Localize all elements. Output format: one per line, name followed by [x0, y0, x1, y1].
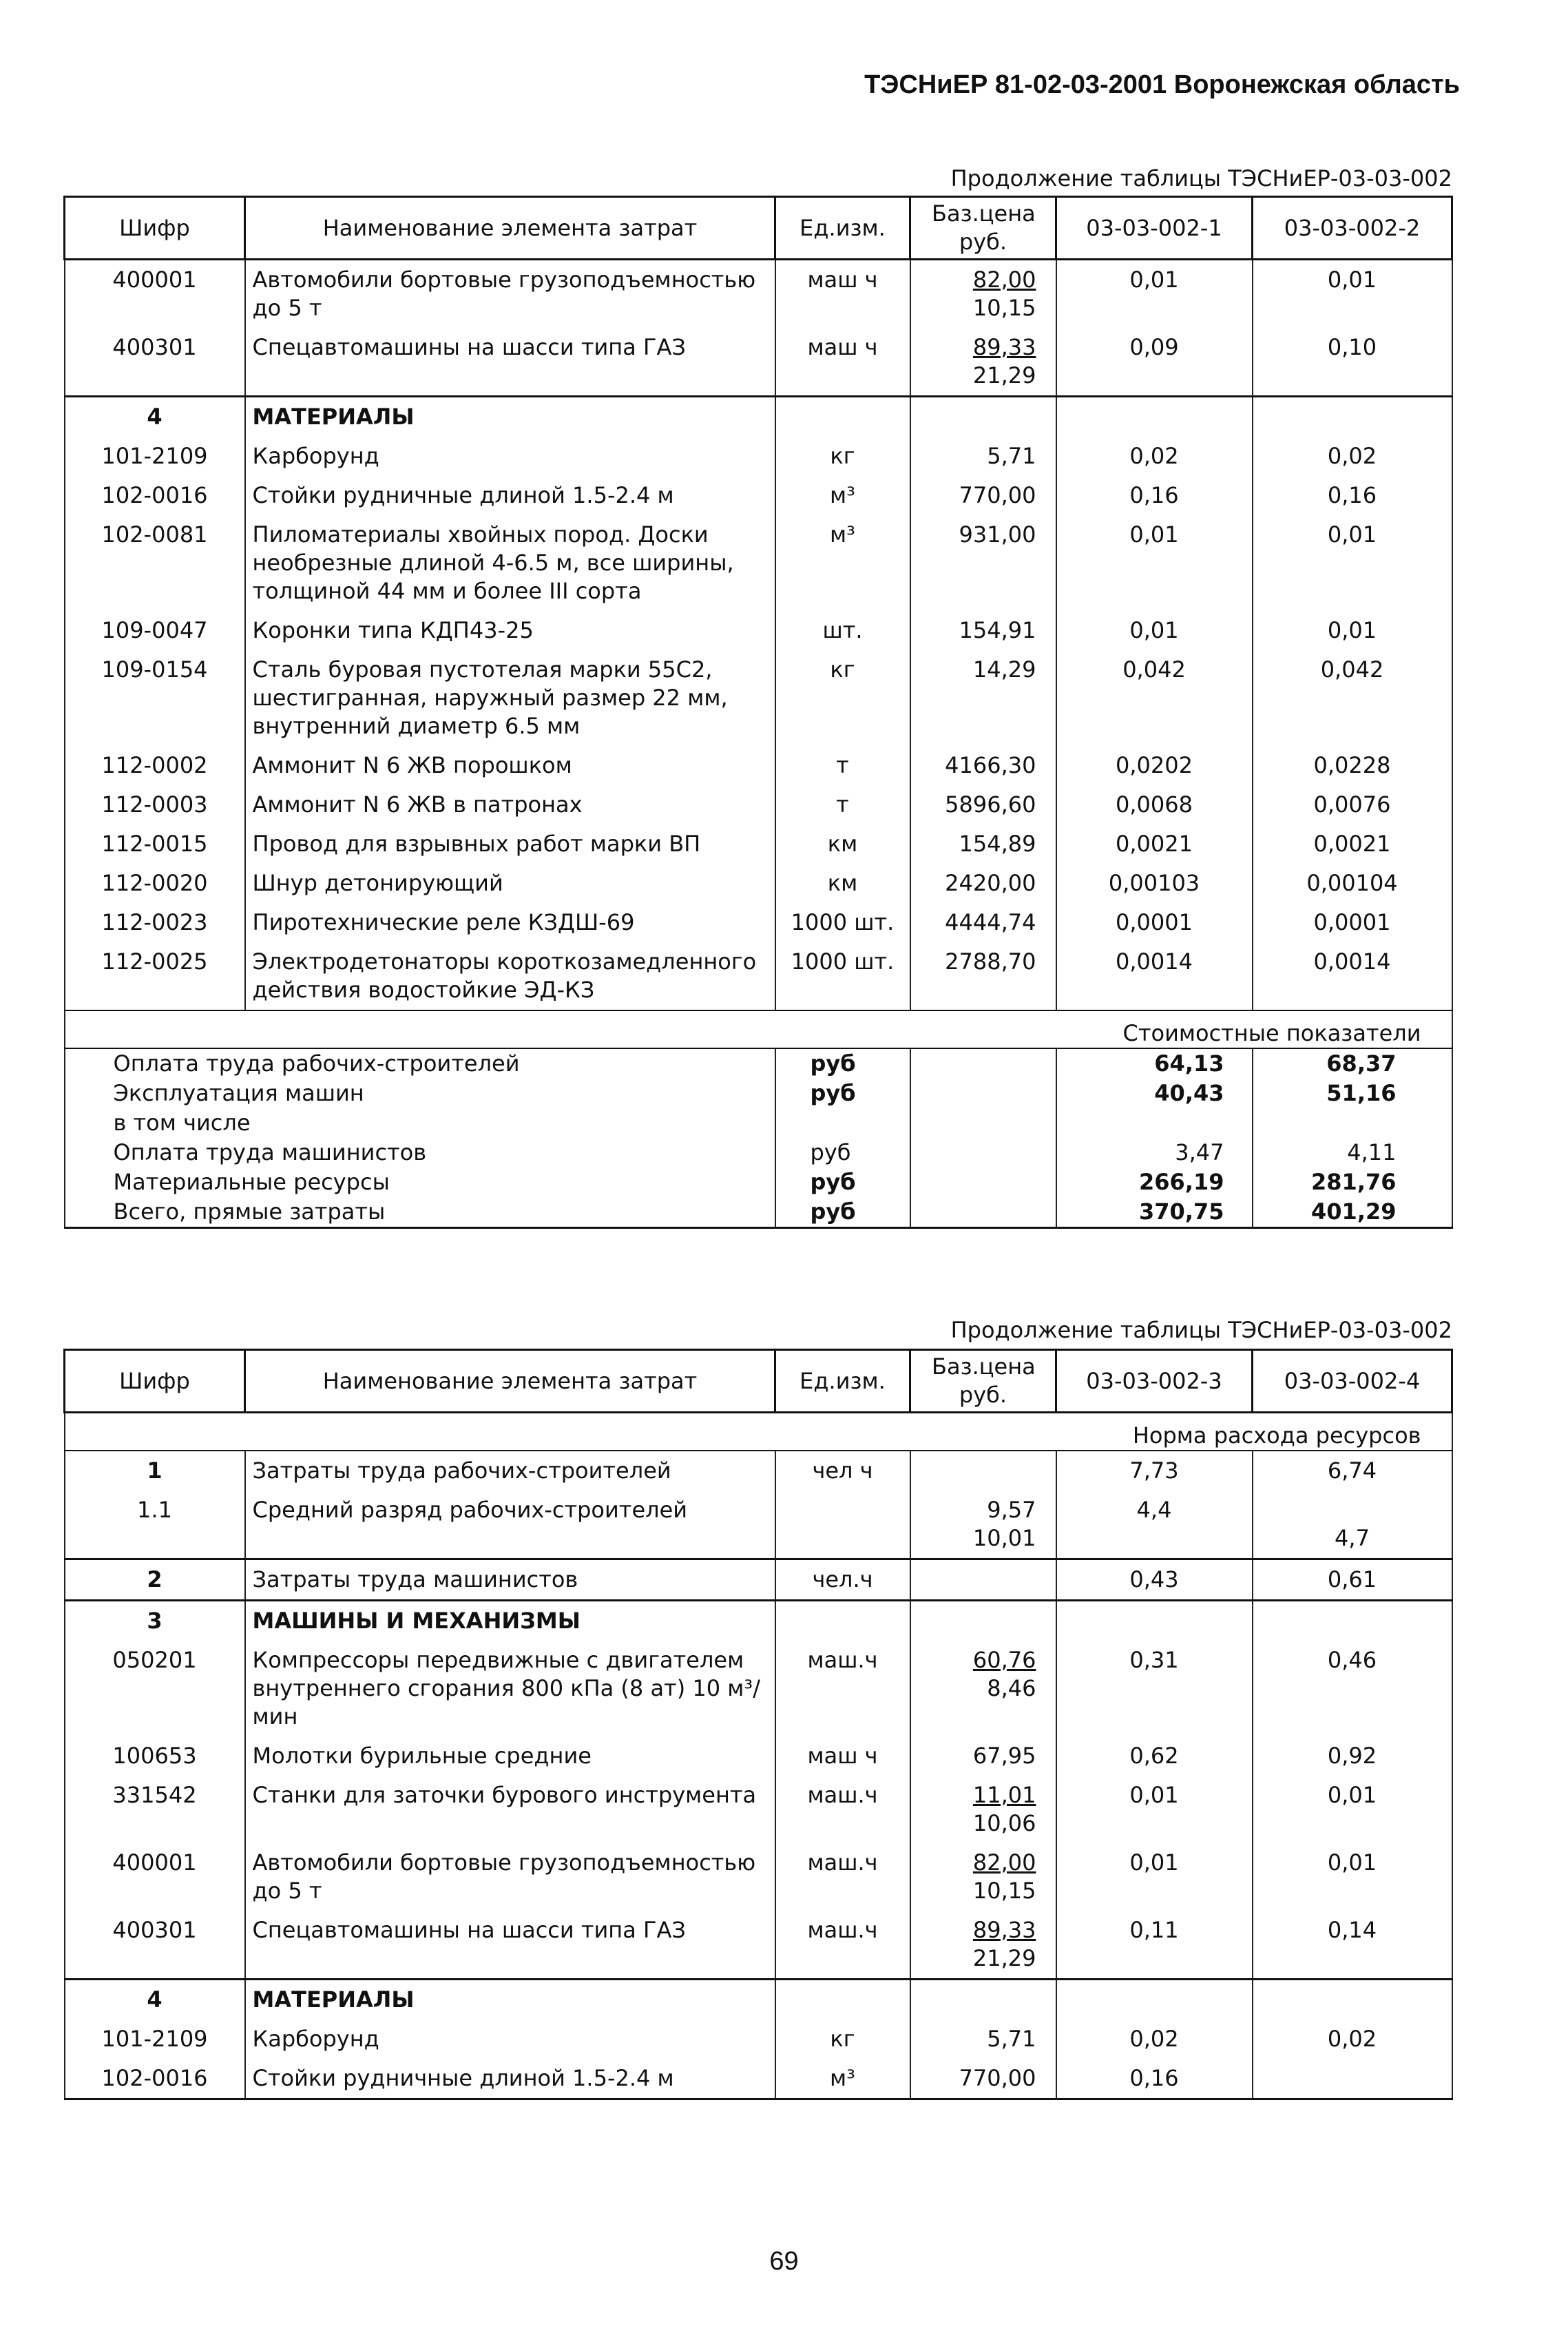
- price-secondary: 21,29: [972, 362, 1036, 388]
- row-name: Карборунд: [245, 2020, 775, 2059]
- summary-spacer: [910, 1197, 1056, 1228]
- row-unit: чел.ч: [775, 1559, 910, 1601]
- row-name: Молотки бурильные средние: [245, 1736, 775, 1776]
- row-code: 112-0025: [65, 942, 245, 1010]
- row-value-1: 0,11: [1056, 1911, 1253, 1980]
- summary-unit: руб: [775, 1197, 910, 1228]
- table-header-row: [65, 1350, 1452, 1413]
- row-price: 2420,00: [910, 864, 1056, 903]
- row-name: Аммонит N 6 ЖВ порошком: [245, 746, 775, 785]
- row-name: Стойки рудничные длиной 1.5-2.4 м: [245, 476, 775, 515]
- col-code-header: Шифр: [65, 197, 245, 260]
- row-value-2: 0,0001: [1253, 903, 1452, 942]
- table-row: [65, 942, 1452, 1010]
- row-code: 100653: [65, 1736, 245, 1776]
- row-price: 154,89: [910, 824, 1056, 864]
- row-name: Средний разряд рабочих-строителей: [245, 1491, 775, 1559]
- price-primary: 11,01: [972, 1782, 1036, 1808]
- norm-title-row: [65, 1413, 1452, 1451]
- row-code: 102-0016: [65, 2059, 245, 2099]
- row-value-1: 0,43: [1056, 1559, 1253, 1601]
- row-code: 112-0020: [65, 864, 245, 903]
- price-primary: 60,76: [972, 1647, 1036, 1673]
- row-unit: маш ч: [775, 260, 910, 329]
- row-price: [910, 1736, 1056, 1776]
- row-code: 1.1: [65, 1491, 245, 1559]
- row-price-1: 9,57: [987, 1497, 1036, 1523]
- row-name: Коронки типа КДП43-25: [245, 611, 775, 650]
- summary-value-2: 51,16: [1253, 1079, 1452, 1108]
- table-row: [65, 2059, 1452, 2099]
- row-value-1: 0,16: [1056, 476, 1253, 515]
- price-primary: 89,33: [972, 334, 1036, 360]
- row-value-1: 0,01: [1056, 611, 1253, 650]
- row-unit: кг: [775, 2020, 910, 2059]
- row-code: 101-2109: [65, 2020, 245, 2059]
- row-value-2: 0,14: [1253, 1911, 1452, 1980]
- row-name: Затраты труда рабочих-строителей: [245, 1451, 775, 1491]
- summary-label: Оплата труда машинистов: [65, 1138, 775, 1167]
- summary-value-2: 68,37: [1253, 1048, 1452, 1079]
- row-price: [910, 1776, 1056, 1843]
- row-price: 931,00: [910, 515, 1056, 611]
- row-value-2: 6,74: [1253, 1451, 1452, 1491]
- row-code: 2: [65, 1559, 245, 1601]
- price-secondary: 10,06: [972, 1810, 1036, 1836]
- row-value-1: 0,0014: [1056, 942, 1253, 1010]
- row-code: 1: [65, 1451, 245, 1491]
- col-price-header: Баз.цена руб.: [910, 1350, 1056, 1413]
- summary-value-2: [1253, 1108, 1452, 1138]
- row-value-1: 0,09: [1056, 328, 1253, 397]
- table-row: [65, 785, 1452, 824]
- table-row: [65, 260, 1452, 329]
- table-row: [65, 824, 1452, 864]
- section-code: 4: [65, 1980, 245, 2020]
- table-row: [65, 2020, 1452, 2059]
- row-name: Спецавтомашины на шасси типа ГАЗ: [245, 1911, 775, 1980]
- summary-value-2: 281,76: [1253, 1167, 1452, 1197]
- section-code: 3: [65, 1601, 245, 1641]
- row-name: Стойки рудничные длиной 1.5-2.4 м: [245, 2059, 775, 2099]
- cost-title: Стоимостные показатели: [65, 1010, 1452, 1048]
- row-value-1: 0,00103: [1056, 864, 1253, 903]
- summary-unit: руб: [775, 1167, 910, 1197]
- row-value-2: 0,02: [1253, 437, 1452, 476]
- row-unit: шт.: [775, 611, 910, 650]
- row-value-2: 0,02: [1253, 2020, 1452, 2059]
- summary-row: [65, 1108, 1452, 1138]
- row-unit: кг: [775, 437, 910, 476]
- row-name: Спецавтомашины на шасси типа ГАЗ: [245, 328, 775, 397]
- row-price-2: 10,01: [972, 1525, 1036, 1551]
- row-code: 101-2109: [65, 437, 245, 476]
- row-code: 102-0016: [65, 476, 245, 515]
- summary-value-2: 401,29: [1253, 1197, 1452, 1228]
- row-unit: чел ч: [775, 1451, 910, 1491]
- row-code: 331542: [65, 1776, 245, 1843]
- row-unit: маш ч: [775, 1736, 910, 1776]
- row-price: 770,00: [910, 2059, 1056, 2099]
- row-name: Затраты труда машинистов: [245, 1559, 775, 1601]
- table-row: [65, 903, 1452, 942]
- row-name: Шнур детонирующий: [245, 864, 775, 903]
- col-v2-header: 03-03-002-4: [1253, 1350, 1452, 1413]
- row-unit: т: [775, 746, 910, 785]
- summary-spacer: [910, 1048, 1056, 1079]
- row-price: [910, 260, 1056, 329]
- row-name: Автомобили бортовые грузоподъемностью до 5 т: [245, 1843, 775, 1911]
- row-price: 4444,74: [910, 903, 1056, 942]
- row-value-1: 0,16: [1056, 2059, 1253, 2099]
- table-row: [65, 1843, 1452, 1911]
- row-value-1: 0,02: [1056, 2020, 1253, 2059]
- row-value-2: 0,00104: [1253, 864, 1452, 903]
- table-row: [65, 437, 1452, 476]
- row-unit: км: [775, 864, 910, 903]
- table-row: [65, 515, 1452, 611]
- summary-unit: руб: [775, 1138, 910, 1167]
- section-code: 4: [65, 397, 245, 437]
- row-value-2: 0,0228: [1253, 746, 1452, 785]
- table2-caption: Продолжение таблицы ТЭСНиЕР-03-03-002: [950, 1317, 1452, 1343]
- price-primary: 82,00: [972, 1849, 1036, 1876]
- summary-label: Всего, прямые затраты: [65, 1197, 775, 1228]
- summary-value-1: 40,43: [1056, 1079, 1253, 1108]
- row-price: [910, 1911, 1056, 1980]
- row-code: 400001: [65, 260, 245, 329]
- row-value-2: 0,61: [1253, 1559, 1452, 1601]
- row-code: 112-0023: [65, 903, 245, 942]
- col-v1-header: 03-03-002-3: [1056, 1350, 1253, 1413]
- row-price: 14,29: [910, 650, 1056, 746]
- row-value-2: 0,0021: [1253, 824, 1452, 864]
- table-row: [65, 328, 1452, 397]
- summary-unit: [775, 1108, 910, 1138]
- price-primary: 89,33: [972, 1917, 1036, 1943]
- section-row: [65, 1601, 1452, 1641]
- section-row: [65, 397, 1452, 437]
- row-unit: маш ч: [775, 328, 910, 397]
- row-value-2: 0,01: [1253, 260, 1452, 329]
- table-row: [65, 864, 1452, 903]
- summary-label: в том числе: [65, 1108, 775, 1138]
- row-value-2: 0,01: [1253, 1843, 1452, 1911]
- row-price: 4166,30: [910, 746, 1056, 785]
- summary-label: Эксплуатация машин: [65, 1079, 775, 1108]
- row-value-2: 0,0076: [1253, 785, 1452, 824]
- col-name-header: Наименование элемента затрат: [245, 1350, 775, 1413]
- price-secondary: 10,15: [972, 1878, 1036, 1904]
- row-value-2: 0,01: [1253, 611, 1452, 650]
- row-price: 5,71: [910, 2020, 1056, 2059]
- summary-spacer: [910, 1138, 1056, 1167]
- row-unit: маш.ч: [775, 1776, 910, 1843]
- row-price: 2788,70: [910, 942, 1056, 1010]
- summary-label: Материальные ресурсы: [65, 1167, 775, 1197]
- row-unit: м³: [775, 2059, 910, 2099]
- row-code: 112-0003: [65, 785, 245, 824]
- row-code: 102-0081: [65, 515, 245, 611]
- row-value-2: 0,0014: [1253, 942, 1452, 1010]
- table-row: [65, 650, 1452, 746]
- row-code: 112-0015: [65, 824, 245, 864]
- row-value-2: 4,7: [1335, 1525, 1370, 1551]
- row-value-2: 0,16: [1253, 476, 1452, 515]
- row-name: Пиротехнические реле КЗДШ-69: [245, 903, 775, 942]
- summary-value-1: 3,47: [1056, 1138, 1253, 1167]
- row-value-1: 0,31: [1056, 1641, 1253, 1736]
- table-row: [65, 1776, 1452, 1843]
- row-value-1: 4,4: [1136, 1497, 1172, 1523]
- row-value-1: 0,0021: [1056, 824, 1253, 864]
- table-row: [65, 1641, 1452, 1736]
- row-value-2: 0,46: [1253, 1641, 1452, 1736]
- row-name: Пиломатериалы хвойных пород. Доски необрезные длиной 4-6.5 м, все ширины, толщиной 44 мм и более III сорта: [245, 515, 775, 611]
- summary-value-1: 266,19: [1056, 1167, 1253, 1197]
- summary-row: [65, 1079, 1452, 1108]
- table-row: [65, 1736, 1452, 1776]
- row-value-1: 0,0202: [1056, 746, 1253, 785]
- price-secondary: 8,46: [987, 1675, 1036, 1701]
- row-value-1: 0,01: [1056, 1843, 1253, 1911]
- summary-row: [65, 1138, 1452, 1167]
- summary-spacer: [910, 1167, 1056, 1197]
- summary-row: [65, 1197, 1452, 1228]
- row-value-1: 0,01: [1056, 1776, 1253, 1843]
- row-value-2: 0,042: [1253, 650, 1452, 746]
- row-unit: маш.ч: [775, 1843, 910, 1911]
- row-value-1: 0,01: [1056, 260, 1253, 329]
- row-price: [910, 1641, 1056, 1736]
- summary-spacer: [910, 1108, 1056, 1138]
- row-value-2: 0,92: [1253, 1736, 1452, 1776]
- row-price: 5896,60: [910, 785, 1056, 824]
- row-name: Электродетонаторы короткозамедленного действия водостойкие ЭД-КЗ: [245, 942, 775, 1010]
- row-price: 770,00: [910, 476, 1056, 515]
- page-number: 69: [769, 2247, 799, 2276]
- price-secondary: 10,15: [972, 295, 1036, 321]
- row-unit: т: [775, 785, 910, 824]
- summary-value-2: 4,11: [1253, 1138, 1452, 1167]
- row-unit: 1000 шт.: [775, 903, 910, 942]
- summary-label: Оплата труда рабочих-строителей: [65, 1048, 775, 1079]
- table-row: [65, 476, 1452, 515]
- price-primary: 82,00: [972, 267, 1036, 293]
- col-v1-header: 03-03-002-1: [1056, 197, 1253, 260]
- resource-table-2: [63, 1349, 1453, 2100]
- row-price: [910, 328, 1056, 397]
- norm-title: Норма расхода ресурсов: [65, 1413, 1452, 1451]
- row-name: Автомобили бортовые грузоподъемностью до 5 т: [245, 260, 775, 329]
- table-row: [65, 611, 1452, 650]
- row-name: Компрессоры передвижные с двигателем внутреннего сгорания 800 кПа (8 ат) 10 м³/мин: [245, 1641, 775, 1736]
- row-unit: м³: [775, 515, 910, 611]
- row-name: Станки для заточки бурового инструмента: [245, 1776, 775, 1843]
- row-unit: 1000 шт.: [775, 942, 910, 1010]
- row-name: Сталь буровая пустотелая марки 55С2, шестигранная, наружный размер 22 мм, внутренний диаметр 6.5 мм: [245, 650, 775, 746]
- summary-spacer: [910, 1079, 1056, 1108]
- row-value-1: 7,73: [1056, 1451, 1253, 1491]
- col-unit-header: Ед.изм.: [775, 197, 910, 260]
- row-value-1: 0,62: [1056, 1736, 1253, 1776]
- price-primary: 67,95: [972, 1743, 1036, 1769]
- row-name: Аммонит N 6 ЖВ в патронах: [245, 785, 775, 824]
- row-price: 5,71: [910, 437, 1056, 476]
- row-value-2: 0,10: [1253, 328, 1452, 397]
- table-row: [65, 1911, 1452, 1980]
- row-code: 050201: [65, 1641, 245, 1736]
- page-title: ТЭСНиЕР 81-02-03-2001 Воронежская область: [864, 70, 1460, 99]
- row-price: [910, 1843, 1056, 1911]
- summary-value-1: 370,75: [1056, 1197, 1253, 1228]
- table1-caption: Продолжение таблицы ТЭСНиЕР-03-03-002: [950, 165, 1452, 191]
- row-code: 400001: [65, 1843, 245, 1911]
- summary-value-1: 64,13: [1056, 1048, 1253, 1079]
- row-value-1: 0,0001: [1056, 903, 1253, 942]
- section-name: МАШИНЫ И МЕХАНИЗМЫ: [245, 1601, 775, 1641]
- row-unit: м³: [775, 476, 910, 515]
- section-name: МАТЕРИАЛЫ: [245, 397, 775, 437]
- row-code: 400301: [65, 1911, 245, 1980]
- row-value-1: 0,042: [1056, 650, 1253, 746]
- row-unit: кг: [775, 650, 910, 746]
- summary-row: [65, 1048, 1452, 1079]
- cost-title-row: [65, 1010, 1452, 1048]
- row-code: 109-0047: [65, 611, 245, 650]
- row-code: 400301: [65, 328, 245, 397]
- table-row: [65, 1559, 1452, 1601]
- price-secondary: 21,29: [972, 1945, 1036, 1971]
- summary-unit: руб: [775, 1079, 910, 1108]
- col-name-header: Наименование элемента затрат: [245, 197, 775, 260]
- row-value-1: 0,02: [1056, 437, 1253, 476]
- section-name: МАТЕРИАЛЫ: [245, 1980, 775, 2020]
- table-header-row: [65, 197, 1452, 260]
- row-value-2: [1253, 2059, 1452, 2099]
- summary-value-1: [1056, 1108, 1253, 1138]
- summary-row: [65, 1167, 1452, 1197]
- row-value-1: 0,01: [1056, 515, 1253, 611]
- row-unit: маш.ч: [775, 1641, 910, 1736]
- summary-unit: руб: [775, 1048, 910, 1079]
- resource-table-1: [63, 196, 1453, 1229]
- section-row: [65, 1980, 1452, 2020]
- table-row: [65, 746, 1452, 785]
- col-unit-header: Ед.изм.: [775, 1350, 910, 1413]
- row-name: Провод для взрывных работ марки ВП: [245, 824, 775, 864]
- col-v2-header: 03-03-002-2: [1253, 197, 1452, 260]
- col-price-header: Баз.цена руб.: [910, 197, 1056, 260]
- table-row: [65, 1451, 1452, 1491]
- row-value-2: 0,01: [1253, 1776, 1452, 1843]
- row-unit: км: [775, 824, 910, 864]
- row-value-2: 0,01: [1253, 515, 1452, 611]
- row-price: 154,91: [910, 611, 1056, 650]
- row-code: 112-0002: [65, 746, 245, 785]
- row-unit: маш.ч: [775, 1911, 910, 1980]
- row-name: Карборунд: [245, 437, 775, 476]
- row-code: 109-0154: [65, 650, 245, 746]
- row-value-1: 0,0068: [1056, 785, 1253, 824]
- table-row: [65, 1491, 1452, 1559]
- col-code-header: Шифр: [65, 1350, 245, 1413]
